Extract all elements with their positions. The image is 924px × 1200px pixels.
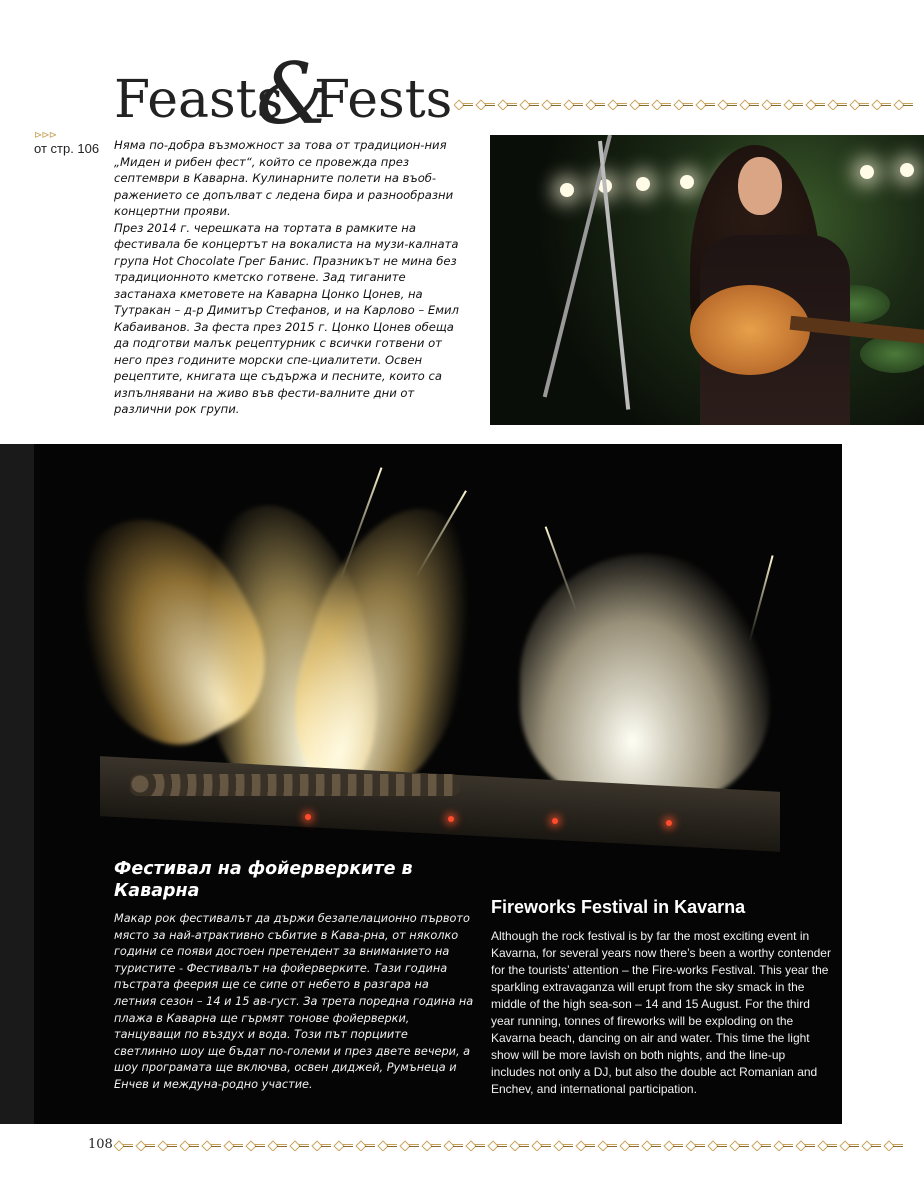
ornament-icon xyxy=(444,1140,464,1150)
ornament-icon xyxy=(608,99,628,109)
reference-text: от стр. 106 xyxy=(34,141,100,156)
ornament-icon xyxy=(762,99,782,109)
ornament-icon xyxy=(356,1140,376,1150)
ornament-icon xyxy=(884,1140,904,1150)
fireworks-title-en: Fireworks Festival in Kavarna xyxy=(491,897,746,917)
intro-paragraph-2: През 2014 г. черешката на тортата в рамките на фестивала бе концертът на вокалиста на музи-калната група Hot Chocolate Грег Банис. Празникът не мина без традиционното кметско готвене. Зад тиганите застанаха кметовете на Каварна Цонко Цонев, на Тутракан – д-р Димитър Стефанов, и на Карлово – Емил Кабаиванов. За феста през 2015 г. Цонко Цонев обеща да подготви малък рецептурник с всички готвени от него през годините морски спе-циалитети. Освен рецептите, книгата ще съдържа и песните, които са изпълнявани на живо във фести-валните дни от различни рок групи. xyxy=(114,220,459,416)
page-reference xyxy=(34,132,112,156)
ornament-icon xyxy=(664,1140,684,1150)
ornament-icon xyxy=(520,99,540,109)
intro-article xyxy=(114,137,466,418)
ornament-icon xyxy=(454,99,474,109)
ornament-icon xyxy=(818,1140,838,1150)
ornament-icon xyxy=(422,1140,442,1150)
ornament-icon xyxy=(564,99,584,109)
ornament-icon xyxy=(312,1140,332,1150)
ornament-icon xyxy=(674,99,694,109)
ornament-icon xyxy=(532,1140,552,1150)
reference-arrows-icon: ⊳⊳⊳ xyxy=(34,130,57,141)
title-feasts: Feasts xyxy=(114,70,284,130)
ornament-icon xyxy=(576,1140,596,1150)
ornament-icon xyxy=(796,1140,816,1150)
fireworks-paragraph-en: Although the rock festival is by far the most exciting event in Kavarna, for several years now there’s been a worthy contender for the tourists’ attention – the Fire-works Festival. This year the sparkling extravaganza will erupt from the sky smack in the middle of the high sea-son – 14 and 15 August. For the third year running, tonnes of fireworks will be exploding on the Kavarna beach, dancing on air and water. This time the light show will be more lavish on both nights, and the line-up includes not only a DJ, but also the double act Romanian and Enchev, and international participation. xyxy=(491,929,831,1096)
fireworks-paragraph-bg: Макар рок фестивалът да държи безапелационно първото място за най-атрактивно събитие в Кава-рна, от няколко години се появи достоен претендент за вниманието на туристите - Фестивалът на фойерверките. Тази година пъстрата феерия ще се сипе от небето в разгара на летния сезон – 14 и 15 ав-густ. За трета поредна година на плажа в Каварна ще гърмят тонове фойерверки, танцуващи по въздух и вода. Този път порциите светлинно шоу ще бъдат по-големи и през двете вечери, а шоу програмата ще включва, освен диджей, Румънеца и Енчев и междуна-родно участие. xyxy=(114,912,474,1091)
fireworks-text-bg xyxy=(114,911,474,1094)
ornament-icon xyxy=(894,99,914,109)
ornament-icon xyxy=(114,1140,134,1150)
ornament-icon xyxy=(630,99,650,109)
ornament-icon xyxy=(224,1140,244,1150)
ornament-icon xyxy=(840,1140,860,1150)
ornament-icon xyxy=(686,1140,706,1150)
ornament-icon xyxy=(862,1140,882,1150)
bottom-ornament-border xyxy=(114,1139,924,1151)
ornament-icon xyxy=(806,99,826,109)
ornament-icon xyxy=(378,1140,398,1150)
fireworks-text-en xyxy=(491,928,831,1098)
ornament-icon xyxy=(718,99,738,109)
ornament-icon xyxy=(136,1140,156,1150)
ornament-icon xyxy=(202,1140,222,1150)
ornament-icon xyxy=(466,1140,486,1150)
title-fests: Fests xyxy=(314,70,453,130)
top-ornament-border xyxy=(454,98,924,110)
guitar-icon xyxy=(690,285,810,375)
concert-photo xyxy=(490,135,924,425)
ornament-icon xyxy=(730,1140,750,1150)
ornament-icon xyxy=(158,1140,178,1150)
ornament-icon xyxy=(542,99,562,109)
ornament-icon xyxy=(784,99,804,109)
ornament-icon xyxy=(586,99,606,109)
ornament-icon xyxy=(708,1140,728,1150)
ornament-icon xyxy=(510,1140,530,1150)
ornament-icon xyxy=(268,1140,288,1150)
ornament-icon xyxy=(476,99,496,109)
ornament-icon xyxy=(246,1140,266,1150)
page-number: 108 xyxy=(88,1137,113,1152)
ornament-icon xyxy=(180,1140,200,1150)
ornament-icon xyxy=(498,99,518,109)
ornament-icon xyxy=(488,1140,508,1150)
ornament-icon xyxy=(652,99,672,109)
intro-paragraph-1: Няма по-добра възможност за това от традицион-ния „Миден и рибен фест“, който се провежда през септември в Каварна. Кулинарните полети на въоб-ражението се допълват с ледена бира и разнообразни концертни прояви. xyxy=(114,138,454,218)
ornament-icon xyxy=(642,1140,662,1150)
ornament-icon xyxy=(334,1140,354,1150)
fireworks-title-bg: Фестивал на фойерверките в Каварна xyxy=(114,859,413,901)
ornament-icon xyxy=(740,99,760,109)
ornament-icon xyxy=(554,1140,574,1150)
ornament-icon xyxy=(620,1140,640,1150)
ornament-icon xyxy=(400,1140,420,1150)
ornament-icon xyxy=(828,99,848,109)
ornament-icon xyxy=(290,1140,310,1150)
title-ampersand: & xyxy=(256,45,331,143)
ornament-icon xyxy=(872,99,892,109)
ornament-icon xyxy=(774,1140,794,1150)
ornament-icon xyxy=(696,99,716,109)
ornament-icon xyxy=(850,99,870,109)
ornament-icon xyxy=(752,1140,772,1150)
ornament-icon xyxy=(598,1140,618,1150)
